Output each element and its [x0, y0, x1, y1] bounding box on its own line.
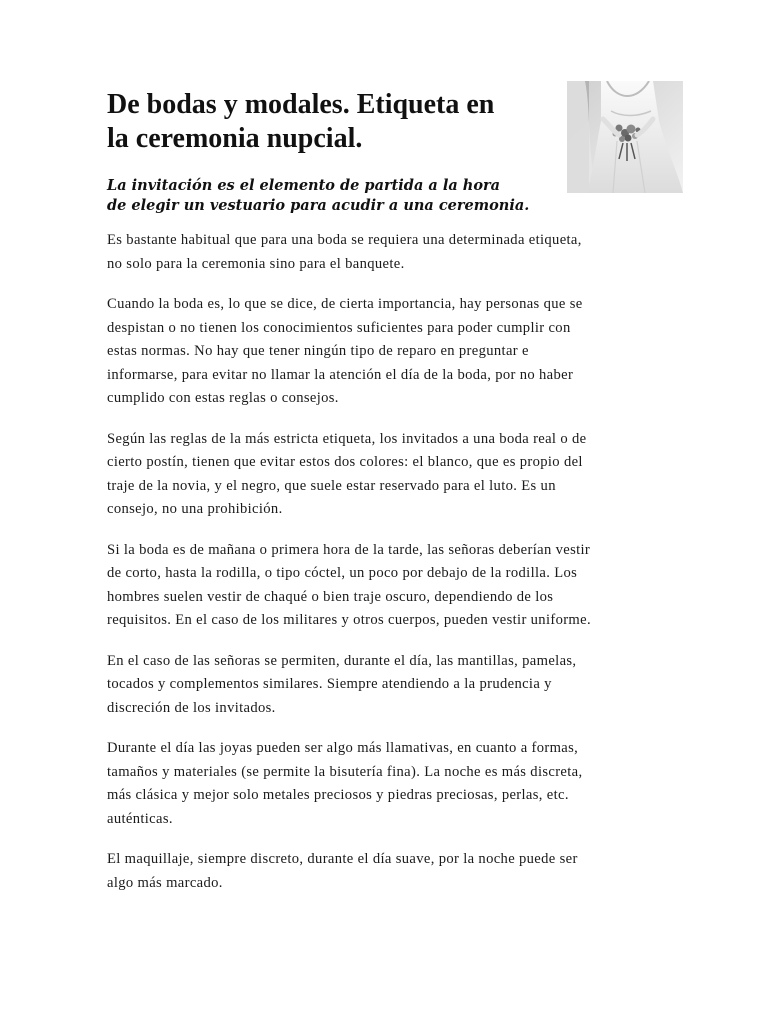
text-line: de corto, hasta la rodilla, o tipo cóctel, un poco por debajo de la rodilla. Los [107, 565, 578, 581]
text-line: auténticas. [107, 810, 173, 827]
paragraph [107, 428, 667, 522]
text-line: requisitos. En el caso de los militares y otros cuerpos, pueden vestir uniforme. [107, 612, 591, 628]
title-line: De bodas y modales. Etiqueta en [107, 89, 495, 120]
paragraph [107, 293, 667, 411]
page-title [107, 88, 557, 156]
text-line: despistan o no tienen los conocimientos suficientes para poder cumplir con [107, 319, 571, 336]
text-line: tamaños y materiales (se permite la bisutería fina). La noche es más discreta, [107, 763, 583, 780]
text-line: estas normas. No hay que tener ningún tipo de reparo en preguntar e [107, 343, 529, 359]
text-line: El maquillaje, siempre discreto, durante el día suave, por la noche puede ser [107, 851, 578, 867]
text-line: hombres suelen vestir de chaqué o bien traje oscuro, dependiendo de los [107, 588, 554, 605]
text-line: algo más marcado. [107, 874, 223, 891]
subtitle-line: La invitación es el elemento de partida a la hora [107, 177, 501, 194]
paragraph [107, 229, 667, 276]
subtitle [107, 176, 587, 216]
text-line: consejo, no una prohibición. [107, 501, 283, 517]
text-line: cierto postín, tienen que evitar estos dos colores: el blanco, que es propio del [107, 454, 583, 470]
text-line: Según las reglas de la más estricta etiqueta, los invitados a una boda real o de [107, 430, 587, 447]
paragraph [107, 848, 667, 895]
paragraph [107, 539, 667, 633]
paragraph [107, 737, 667, 831]
text-line: más clásica y mejor solo metales preciosos y piedras preciosas, perlas, etc. [107, 787, 569, 803]
text-line: Cuando la boda es, lo que se dice, de cierta importancia, hay personas que se [107, 296, 583, 312]
text-line: informarse, para evitar no llamar la atención el día de la boda, por no haber [107, 366, 574, 383]
text-line: traje de la novia, y el negro, que suele estar reservado para el luto. Es un [107, 477, 556, 494]
text-line: no solo para la ceremonia sino para el banquete. [107, 255, 405, 272]
text-line: Durante el día las joyas pueden ser algo más llamativas, en cuanto a formas, [107, 740, 579, 756]
article-body [107, 229, 667, 912]
subtitle-line: de elegir un vestuario para acudir a una ceremonia. [107, 197, 530, 214]
paragraph [107, 650, 667, 721]
text-line: discreción de los invitados. [107, 699, 276, 716]
text-line: cumplido con estas reglas o consejos. [107, 390, 339, 406]
text-line: En el caso de las señoras se permiten, durante el día, las mantillas, pamelas, [107, 652, 577, 669]
text-line: Si la boda es de mañana o primera hora de la tarde, las señoras deberían vestir [107, 541, 591, 558]
text-line: tocados y complementos similares. Siempre atendiendo a la prudencia y [107, 676, 552, 692]
title-line: la ceremonia nupcial. [107, 123, 363, 154]
text-line: Es bastante habitual que para una boda se requiera una determinada etiqueta, [107, 232, 582, 248]
